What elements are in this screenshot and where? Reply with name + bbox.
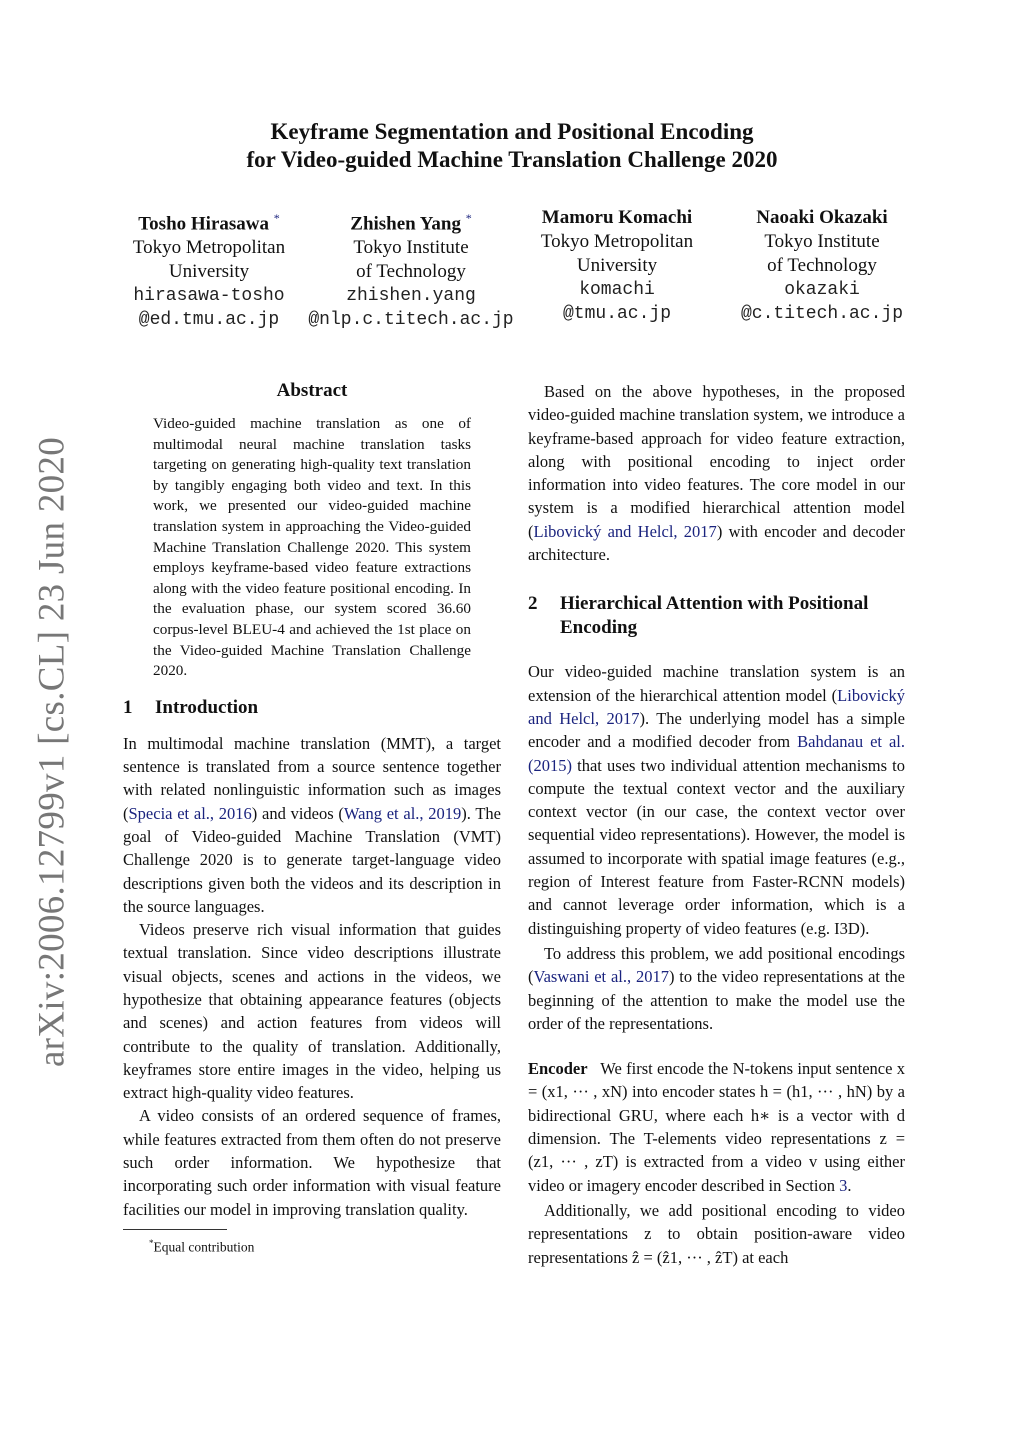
title-line-2: for Video-guided Machine Translation Challenge 2020 [246, 147, 778, 172]
author-name: Naoaki Okazaki [756, 207, 888, 228]
author-affiliation: Tokyo Institute [353, 237, 469, 259]
citation-link[interactable]: Specia et al., 2016 [128, 803, 252, 823]
left-column [123, 380, 501, 1256]
section2-paragraph-1 [528, 660, 905, 940]
arxiv-identifier: arXiv:2006.12799v1 [cs.CL] 23 Jun 2020 [31, 436, 73, 1068]
text-run: ). The goal of Video-guided Machine Translation (VMT) Challenge 2020 is to generate target-language video descriptions given both the videos and its description in the source languages. [123, 803, 501, 916]
author-block [518, 206, 716, 326]
text-run: . [847, 1175, 852, 1195]
text-run: In multimodal machine translation (MMT), a target sentence is translated from a source sentence together with related nonlinguistic information such as images ( [123, 733, 501, 823]
author-mark: * [465, 211, 472, 225]
author-affiliation: Tokyo Metropolitan [132, 237, 286, 259]
footnote [123, 1234, 501, 1257]
author-block [296, 206, 526, 332]
right-paragraph-1 [528, 380, 905, 566]
author-name: Zhishen Yang [350, 213, 461, 235]
text-run: that uses two individual attention mechanisms to compute the textual context vector and the auxiliary context vector (in our case, the context vector over sequential video representations). However, the model is assumed to incorporate with spatial image features (e.g., region of Interest feature from Faster-RCNN models) and cannot leverage order information, which is a distinguishing property of video features (e.g. I3D). [528, 755, 905, 938]
author-name: Mamoru Komachi [541, 207, 693, 228]
author-email: @nlp.c.titech.ac.jp [308, 310, 514, 331]
author-email: okazaki [784, 280, 860, 300]
text-run: Based on the above hypotheses, in the proposed video-guided machine translation system, we introduce a keyframe-based approach for video feature extraction, along with positional encoding to inject order information into video features. The core model in our system is a modified hierarchical attention model ( [528, 382, 905, 541]
citation-link[interactable]: Libovický and Helcl, 2017 [528, 685, 905, 728]
author-affiliation: Tokyo Institute [764, 231, 880, 252]
author-affiliation: of Technology [767, 255, 877, 276]
author-affiliation: of Technology [356, 261, 466, 283]
intro-paragraph-3: A video consists of an ordered sequence of frames, while features extracted from them often do not preserve such order information. We hypothesize that incorporating such order information with visual feature facilities our model in improving translation quality. [123, 1106, 501, 1219]
section-heading-hierarchical-attention [528, 592, 905, 640]
section-heading-introduction [123, 696, 501, 720]
citation-link[interactable]: Libovický and Helcl, 2017 [533, 521, 717, 541]
text-run: ) and videos ( [251, 803, 344, 823]
author-email: @tmu.ac.jp [562, 304, 672, 324]
text-run: To address this problem, we add positional encodings ( [528, 943, 905, 987]
title-line-1: Keyframe Segmentation and Positional Encoding [270, 119, 754, 144]
author-email: komachi [579, 280, 655, 300]
citation-link[interactable]: Bahdanau et al. (2015) [528, 732, 905, 775]
citation-link[interactable]: Vaswani et al., 2017 [533, 967, 669, 987]
author-block [110, 206, 308, 332]
text-run: We first encode the N-tokens input sentence x = (x1, ··· , xN) into encoder states h = (h1, ··· , hN) by a bidirectional GRU, where each h∗ is a vector with d dimension. The T-elements video representations z = (z1, ··· , zT) is extracted from a video v using either video or imagery encoder described in Section [528, 1059, 905, 1195]
footnote-text: Equal contribution [153, 1239, 255, 1255]
author-name: Tosho Hirasawa [138, 213, 269, 235]
right-column [528, 380, 905, 1269]
author-email: hirasawa-tosho [133, 286, 285, 307]
abstract-text: Video-guided machine translation as one of multimodal neural machine translation tasks targeting on generating high-quality text translation by tangibly engaging both video and text. In this work, we presented our video-guided machine translation system in approaching the Video-guided Machine Translation Challenge 2020. This system employs keyframe-based video feature extractions along with the video feature positional encoding. In the evaluation phase, our system scored 36.60 corpus-level BLEU-4 and achieved the 1st place on the Video-guided Machine Translation Challenge 2020. [153, 415, 471, 680]
author-affiliation: University [168, 261, 250, 283]
author-affiliation: University [576, 255, 658, 276]
author-affiliation: Tokyo Metropolitan [540, 231, 694, 252]
intro-paragraph-2: Videos preserve rich visual information that guides textual translation. Since video descriptions illustrate visual objects, scenes and actions in the videos, we hypothesize that obtaining appearance features (objects and scenes) and action features from videos will contribute to the quality of translation. Additionally, keyframes store entire images in the video, helping us extract high-quality video features. [123, 920, 501, 1103]
positional-encoding-paragraph: Additionally, we add positional encoding to video representations z to obtain position-aware video representations ẑ = (ẑ1, ··· , ẑT) at each [528, 1200, 905, 1267]
section-title: Introduction [155, 696, 259, 718]
footnote-rule [123, 1229, 227, 1230]
section2-paragraph-2 [528, 942, 905, 1035]
abstract-heading: Abstract [276, 380, 348, 401]
encoder-paragraph [528, 1057, 905, 1197]
section-reference-link[interactable]: 3 [839, 1175, 848, 1195]
author-mark: * [273, 211, 280, 225]
footnote-mark: * [149, 1237, 154, 1248]
author-email: zhishen.yang [346, 286, 476, 307]
section-title: Hierarchical Attention with Positional Encoding [560, 593, 869, 639]
section-number: 1 [123, 696, 133, 718]
citation-link[interactable]: Wang et al., 2019 [343, 803, 462, 823]
text-run: Our video-guided machine translation system is an extension of the hierarchical attention model ( [528, 662, 905, 705]
section-number: 2 [528, 593, 538, 615]
author-block [722, 206, 922, 326]
text-run: ). The underlying model has a simple encoder and a modified decoder from [528, 708, 905, 752]
text-run: ) with encoder and decoder architecture. [528, 521, 905, 565]
author-email: @c.titech.ac.jp [740, 304, 904, 324]
paper-title [0, 118, 1024, 174]
intro-paragraph-1 [123, 732, 501, 918]
text-run: ) to the video representations at the beginning of the attention to make the model use the order of the representations. [528, 967, 905, 1033]
author-email: @ed.tmu.ac.jp [138, 310, 280, 331]
paragraph-label: Encoder [528, 1059, 588, 1079]
